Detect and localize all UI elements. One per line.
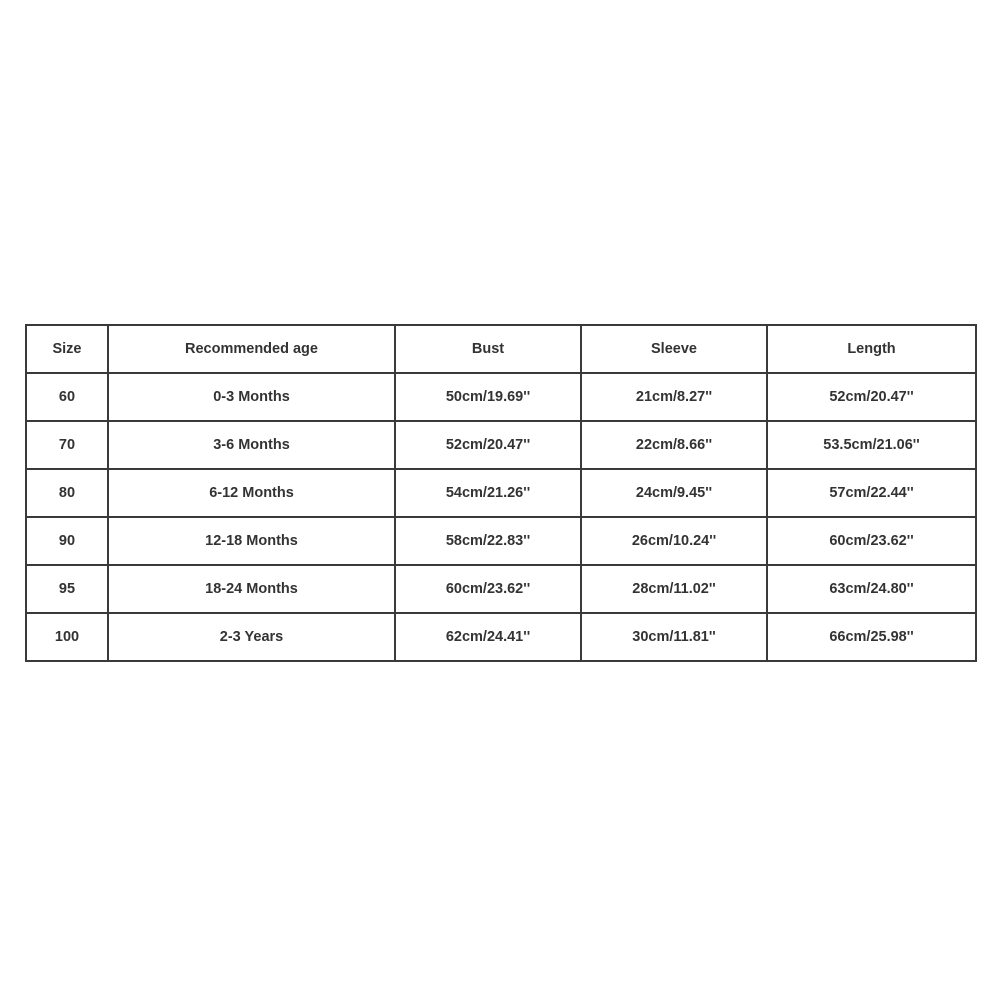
cell-bust: 60cm/23.62''	[395, 565, 581, 613]
cell-sleeve: 24cm/9.45''	[581, 469, 767, 517]
cell-size: 95	[26, 565, 108, 613]
cell-size: 100	[26, 613, 108, 661]
cell-bust: 58cm/22.83''	[395, 517, 581, 565]
table-row	[26, 373, 976, 421]
cell-bust: 62cm/24.41''	[395, 613, 581, 661]
cell-bust: 52cm/20.47''	[395, 421, 581, 469]
header-length: Length	[767, 325, 976, 373]
header-sleeve: Sleeve	[581, 325, 767, 373]
cell-sleeve: 22cm/8.66''	[581, 421, 767, 469]
cell-bust: 50cm/19.69''	[395, 373, 581, 421]
cell-size: 70	[26, 421, 108, 469]
table-row	[26, 469, 976, 517]
cell-recommended-age: 2-3 Years	[108, 613, 395, 661]
cell-bust: 54cm/21.26''	[395, 469, 581, 517]
cell-recommended-age: 3-6 Months	[108, 421, 395, 469]
cell-length: 52cm/20.47''	[767, 373, 976, 421]
header-row	[26, 325, 976, 373]
cell-recommended-age: 0-3 Months	[108, 373, 395, 421]
header-size: Size	[26, 325, 108, 373]
cell-sleeve: 21cm/8.27''	[581, 373, 767, 421]
table-row	[26, 565, 976, 613]
cell-size: 80	[26, 469, 108, 517]
cell-recommended-age: 6-12 Months	[108, 469, 395, 517]
table-row	[26, 613, 976, 661]
cell-size: 90	[26, 517, 108, 565]
cell-recommended-age: 18-24 Months	[108, 565, 395, 613]
cell-sleeve: 30cm/11.81''	[581, 613, 767, 661]
cell-sleeve: 28cm/11.02''	[581, 565, 767, 613]
cell-length: 63cm/24.80''	[767, 565, 976, 613]
cell-length: 53.5cm/21.06''	[767, 421, 976, 469]
size-chart-table	[25, 324, 977, 662]
table-row	[26, 517, 976, 565]
cell-size: 60	[26, 373, 108, 421]
cell-recommended-age: 12-18 Months	[108, 517, 395, 565]
header-bust: Bust	[395, 325, 581, 373]
table-row	[26, 421, 976, 469]
cell-sleeve: 26cm/10.24''	[581, 517, 767, 565]
cell-length: 60cm/23.62''	[767, 517, 976, 565]
header-recommended-age: Recommended age	[108, 325, 395, 373]
cell-length: 66cm/25.98''	[767, 613, 976, 661]
cell-length: 57cm/22.44''	[767, 469, 976, 517]
